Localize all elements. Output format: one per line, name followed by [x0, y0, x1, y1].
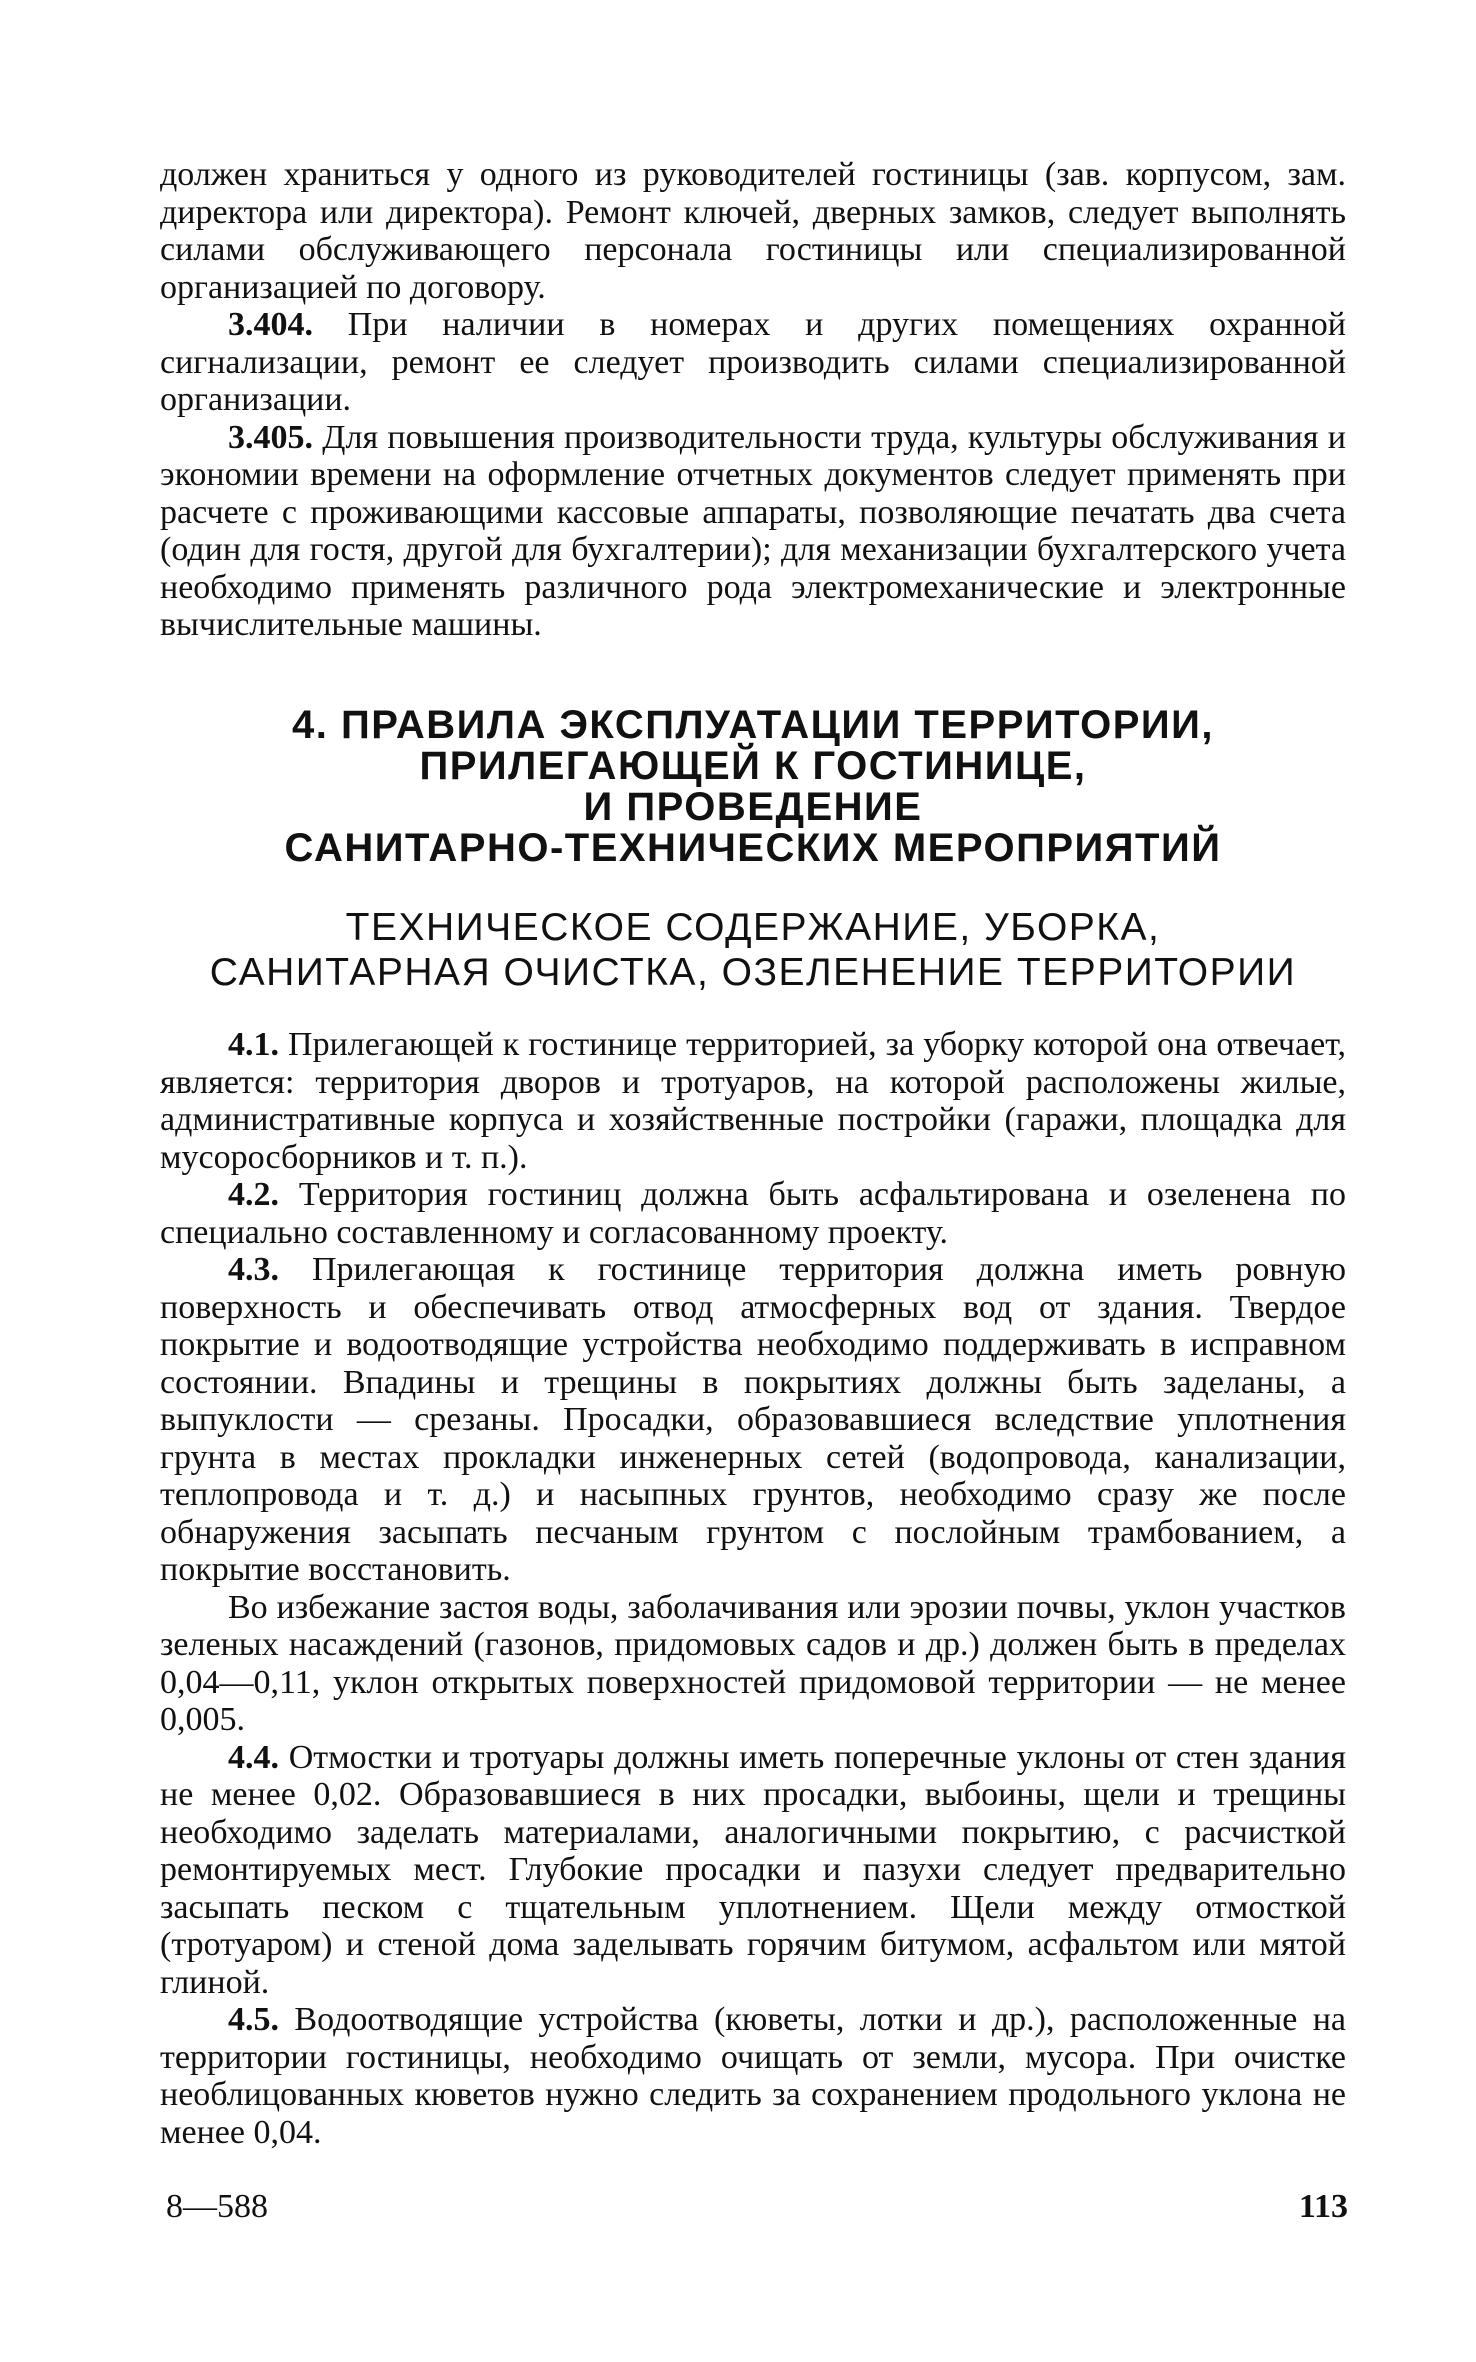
section-body — [160, 1026, 1346, 2151]
section-heading-line: ПРИЛЕГАЮЩЕЙ К ГОСТИНИЦЕ, — [419, 744, 1087, 788]
paragraph-text: Для повышения производительности труда, культуры обслуживания и экономии времени на оформление отчетных документов следует применять при расчете с проживающими кассовые аппараты, позволяющие печатать два счета (один для гостя, другой для бухгалтерии); для механизации бухгалтерского учета необходимо применять различного рода электромеханические и электронные вычислительные машины. — [160, 418, 1346, 643]
subsection-heading-line: ТЕХНИЧЕСКОЕ СОДЕРЖАНИЕ, УБОРКА, — [345, 906, 1161, 949]
paragraph-text: При наличии в номерах и других помещениях охранной сигнализации, ремонт ее следует производить силами специализированной организации. — [160, 306, 1346, 418]
paragraph-text: должен храниться у одного из руководителей гостиницы (зав. корпусом, зам. директора или директора). Ремонт ключей, дверных замков, следует выполнять силами обслуживающего персонала гостиницы или специализированной организацией по договору. — [160, 156, 1346, 306]
paragraph-4-2 — [160, 1176, 1346, 1251]
printer-signature: 8—588 — [166, 2188, 268, 2225]
paragraph-text: Во избежание застоя воды, заболачивания или эрозии почвы, уклон участков зеленых насаждений (газонов, придомовых садов и др.) должен быть в пределах 0,04—0,11, уклон открытых поверхностей придомовой территории — не менее 0,005. — [160, 1588, 1346, 1738]
paragraph-4-1 — [160, 1026, 1346, 1176]
paragraph-4-4 — [160, 1739, 1346, 2002]
subsection-heading — [160, 905, 1346, 995]
paragraph-text: Территория гостиниц должна быть асфальтирована и озеленена по специально составленному и согласованному проекту. — [160, 1176, 1346, 1251]
paragraph-4-3 — [160, 1251, 1346, 1589]
clause-number: 4.3. — [228, 1251, 279, 1288]
paragraph-text: Прилегающая к гостинице территория должна иметь ровную поверхность и обеспечивать отвод атмосферных вод от здания. Твердое покрытие и водоотводящие устройства необходимо поддерживать в исправном состоянии. Впадины и трещины в покрытиях должны быть заделаны, а выпуклости — срезаны. Просадки, образовавшиеся вследствие уплотнения грунта в местах прокладки инженерных сетей (водопровода, канализации, теплопровода и т. д.) и насыпных грунтов, необходимо сразу же после обнаружения засыпать песчаным грунтом с послойным трамбованием, а покрытие восстановить. — [160, 1251, 1346, 1588]
paragraph-text: Отмостки и тротуары должны иметь поперечные уклоны от стен здания не менее 0,02. Образовавшиеся в них просадки, выбоины, щели и трещины необходимо заделать материалами, аналогичными покрытию, с расчисткой ремонтируемых мест. Глубокие просадки и пазухи следует предварительно засыпать песком с тщательным уплотнением. Щели между отмосткой (тротуаром) и стеной дома заделывать горячим битумом, асфальтом или мятой глиной. — [160, 1738, 1347, 2001]
subsection-heading-line: САНИТАРНАЯ ОЧИСТКА, ОЗЕЛЕНЕНИЕ ТЕРРИТОРИИ — [209, 951, 1297, 994]
intro-text — [160, 156, 1346, 644]
section-heading-line: САНИТАРНО-ТЕХНИЧЕСКИХ МЕРОПРИЯТИЙ — [284, 826, 1222, 870]
clause-number: 4.5. — [228, 2001, 279, 2038]
paragraph-text: Прилегающей к гостинице территорией, за уборку которой она отвечает, является: территория дворов и тротуаров, на которой расположены жилые, административные корпуса и хозяйственные постройки (гаражи, площадка для мусоросборников и т. п.). — [160, 1026, 1346, 1176]
clause-number: 4.1. — [228, 1026, 279, 1063]
paragraph-3-404 — [160, 306, 1346, 419]
section-heading-line: И ПРОВЕДЕНИЕ — [583, 785, 923, 829]
section-heading-line: 4. ПРАВИЛА ЭКСПЛУАТАЦИИ ТЕРРИТОРИИ, — [292, 703, 1214, 747]
clause-number: 3.404. — [228, 306, 313, 343]
clause-number: 3.405. — [228, 418, 313, 456]
paragraph-text: Водоотводящие устройства (кюветы, лотки и др.), расположенные на территории гостиницы, необходимо очищать от земли, мусора. При очистке необлицованных кюветов нужно следить за сохранением продольного уклона не менее 0,04. — [160, 2001, 1347, 2151]
paragraph-3-405 — [160, 419, 1346, 644]
section-heading — [160, 705, 1346, 869]
paragraph-4-3-slope — [160, 1589, 1346, 1739]
page-number: 113 — [1298, 2188, 1348, 2225]
clause-number: 4.2. — [228, 1176, 279, 1213]
clause-number: 4.4. — [228, 1738, 279, 1776]
paragraph-4-5 — [160, 2001, 1346, 2151]
paragraph-continuation — [160, 156, 1346, 306]
